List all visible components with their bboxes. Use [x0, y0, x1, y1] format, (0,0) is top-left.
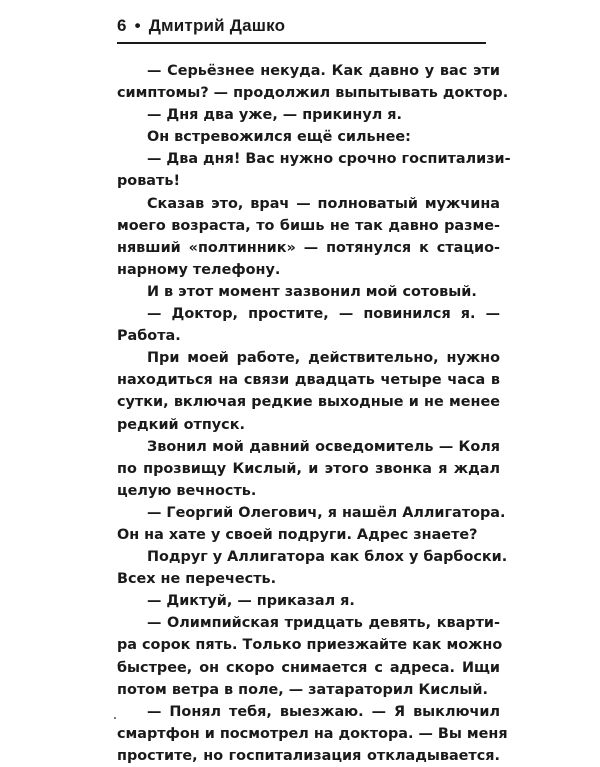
text-line: простите, но госпитализация откладывается.: [117, 747, 500, 764]
text-line: — Доктор, простите, — повинился я. —: [147, 306, 500, 323]
text-line: Звонил мой давний осведомитель — Коля: [147, 438, 500, 455]
text-line: — Дня два уже, — прикинул я.: [147, 107, 402, 124]
text-line: — Олимпийская тридцать девять, кварти-: [147, 615, 500, 632]
text-line: сутки, включая редкие выходные и не менее: [117, 394, 500, 411]
text-line: по прозвищу Кислый, и этого звонка я ждал: [117, 460, 500, 477]
text-line: быстрее, он скоро снимается с адреса. Ищи: [117, 659, 500, 676]
scan-speck: [114, 717, 116, 719]
text-line: — Георгий Олегович, я нашёл Аллигатора.: [147, 504, 506, 521]
text-line: симптомы? — продолжил выпытывать доктор.: [117, 85, 509, 102]
text-line: потом ветра в поле, — затараторил Кислый.: [117, 681, 488, 698]
header-rule: [117, 42, 486, 44]
text-line: редкий отпуск.: [117, 416, 245, 433]
text-line: ровать!: [117, 173, 181, 190]
text-line: — Серьёзнее некуда. Как давно у вас эти: [147, 63, 500, 79]
text-line: моего возраста, то бишь не так давно разме-: [117, 217, 500, 234]
text-line: нарному телефону.: [117, 261, 281, 278]
text-line: Он встревожился ещё сильнее:: [147, 129, 411, 146]
text-line: нявший «полтинник» — потянулся к стацио-: [117, 239, 500, 256]
text-line: Сказав это, врач — полноватый мужчина: [147, 195, 500, 212]
text-line: ра сорок пять. Только приезжайте как можно: [117, 637, 503, 654]
text-line: При моей работе, действительно, нужно: [147, 350, 500, 367]
text-line: Всех не перечесть.: [117, 571, 277, 588]
text-line: Работа.: [117, 328, 181, 345]
text-line: — Два дня! Вас нужно срочно госпитализи-: [147, 151, 511, 168]
header-separator: •: [134, 16, 141, 35]
text-line: Он на хате у своей подруги. Адрес знаете?: [117, 526, 478, 543]
text-line: смартфон и посмотрел на доктора. — Вы меня: [117, 725, 508, 742]
text-line: Подруг у Аллигатора как блох у барбоски.: [147, 549, 508, 566]
page-number: 6: [117, 16, 127, 35]
running-head: [117, 16, 285, 36]
text-line: — Понял тебя, выезжаю. — Я выключил: [147, 703, 500, 720]
text-line: — Диктуй, — приказал я.: [147, 593, 355, 610]
text-line: целую вечность.: [117, 482, 257, 499]
text-line: И в этот момент зазвонил мой сотовый.: [147, 283, 477, 300]
body-text: [117, 60, 511, 767]
author-name: Дмитрий Дашко: [148, 16, 286, 35]
text-line: находиться на связи двадцать четыре часа в: [117, 372, 500, 389]
